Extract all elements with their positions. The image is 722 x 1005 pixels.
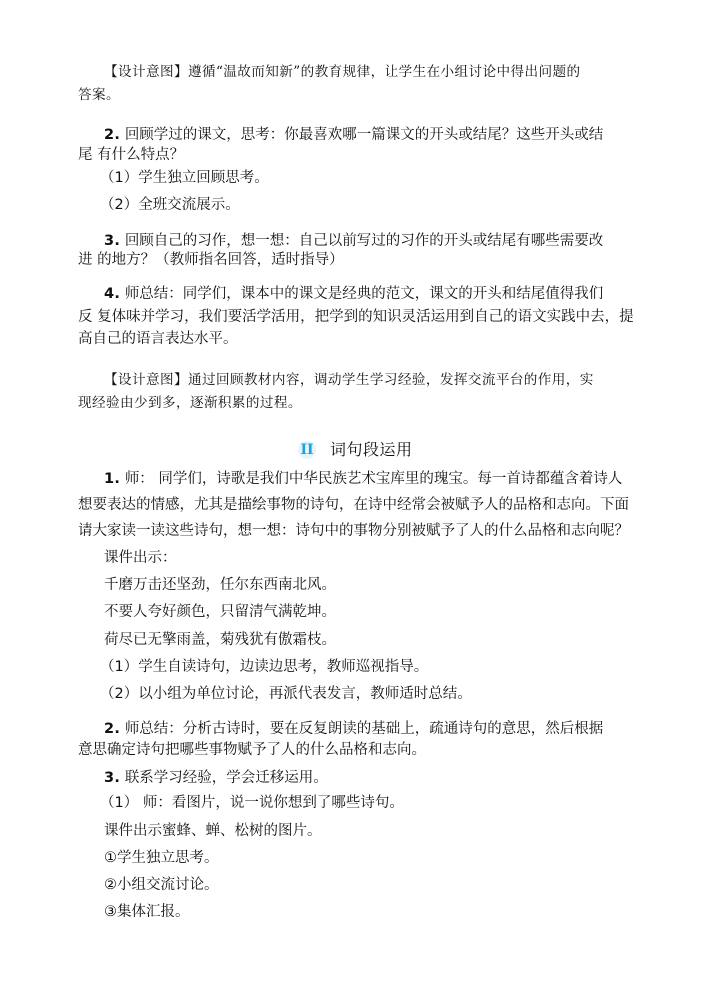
item-2-sub-1: （1）学生独立回顾思考。 <box>100 170 269 186</box>
section-item-1-number: 1. <box>104 471 121 487</box>
roman-numeral-badge: II <box>298 441 316 459</box>
section-item-1-line-1 <box>104 470 622 488</box>
item-3-line-1 <box>104 232 603 250</box>
design-intent-2-line-1: 【设计意图】通过回顾教材内容，调动学生学习经验，发挥交流平台的作用，实 <box>104 372 594 388</box>
item-3-number: 3. <box>104 233 121 249</box>
poem-line-1: 千磨万击还坚劲，任尔东西南北风。 <box>104 577 336 593</box>
item-4-line-1 <box>104 285 603 303</box>
item-2-sub-2: （2）全班交流展示。 <box>100 197 240 213</box>
section-item-2-line-2: 意思确定诗句把哪些事物赋予了人的什么品格和志向。 <box>78 742 426 758</box>
section-item-2-line-1 <box>104 720 603 738</box>
section-item-1-text: 师： 同学们，诗歌是我们中华民族艺术宝库里的瑰宝。每一首诗都蕴含着诗人 <box>124 471 623 487</box>
courseware-label-1: 课件出示： <box>104 550 177 566</box>
section-item-3-line-1 <box>104 769 328 787</box>
item-4-number: 4. <box>104 286 121 302</box>
design-intent-1-line-1: 【设计意图】遵循“温故而知新”的教育规律，让学生在小组讨论中得出问题的 <box>104 64 581 80</box>
item-2-number: 2. <box>104 127 121 143</box>
item-3-line-2: 进 的地方？（教师指名回答，适时指导） <box>78 252 344 268</box>
section-item-1-sub-2: （2）以小组为单位讨论，再派代表发言，教师适时总结。 <box>100 686 472 702</box>
section-item-3-sub-1: （1） 师：看图片，说一说你想到了哪些诗句。 <box>100 795 404 811</box>
step-2: ②小组交流讨论。 <box>104 877 219 893</box>
section-item-3-number: 3. <box>104 770 121 786</box>
section-item-1-line-3: 请大家读一读这些诗句，想一想：诗句中的事物分别被赋予了人的什么品格和志向呢？ <box>78 523 629 539</box>
item-2-line-2: 尾 有什么特点？ <box>78 147 185 163</box>
poem-line-3: 荷尽已无擎雨盖，菊残犹有傲霜枝。 <box>104 632 336 648</box>
step-3: ③集体汇报。 <box>104 904 190 920</box>
item-4-text: 师总结：同学们，课本中的课文是经典的范文，课文的开头和结尾值得我们 <box>124 286 604 302</box>
section-title: 词句段运用 <box>330 440 413 459</box>
poem-line-2: 不要人夸好颜色，只留清气满乾坤。 <box>104 604 336 620</box>
design-intent-1-line-2: 答案。 <box>78 87 120 103</box>
item-4-line-3: 高自己的语言表达水平。 <box>78 331 238 347</box>
item-4-line-2: 反 复体味并学习，我们要活学活用，把学到的知识灵活运用到自己的语文实践中去，提 <box>78 309 634 325</box>
section-item-1-sub-1: （1）学生自读诗句，边读边思考，教师巡视指导。 <box>100 659 429 675</box>
step-1: ①学生独立思考。 <box>104 850 219 866</box>
section-item-2-text: 师总结：分析古诗时，要在反复朗读的基础上，疏通诗句的意思，然后根据 <box>124 721 604 737</box>
item-2-text: 回顾学过的课文，思考：你最喜欢哪一篇课文的开头或结尾？这些开头或结 <box>124 127 604 143</box>
section-heading <box>298 439 413 461</box>
courseware-label-2: 课件出示蜜蜂、蝉、松树的图片。 <box>104 823 322 839</box>
item-2-line-1 <box>104 126 603 144</box>
section-item-1-line-2: 想要表达的情感，尤其是描绘事物的诗句，在诗中经常会被赋予人的品格和志向。下面 <box>78 497 629 513</box>
item-3-text: 回顾自己的习作，想一想：自己以前写过的习作的开头或结尾有哪些需要改 <box>124 233 604 249</box>
section-item-3-text: 联系学习经验，学会迁移运用。 <box>124 770 328 786</box>
design-intent-2-line-2: 现经验由少到多，逐渐积累的过程。 <box>78 395 302 411</box>
section-item-2-number: 2. <box>104 721 121 737</box>
